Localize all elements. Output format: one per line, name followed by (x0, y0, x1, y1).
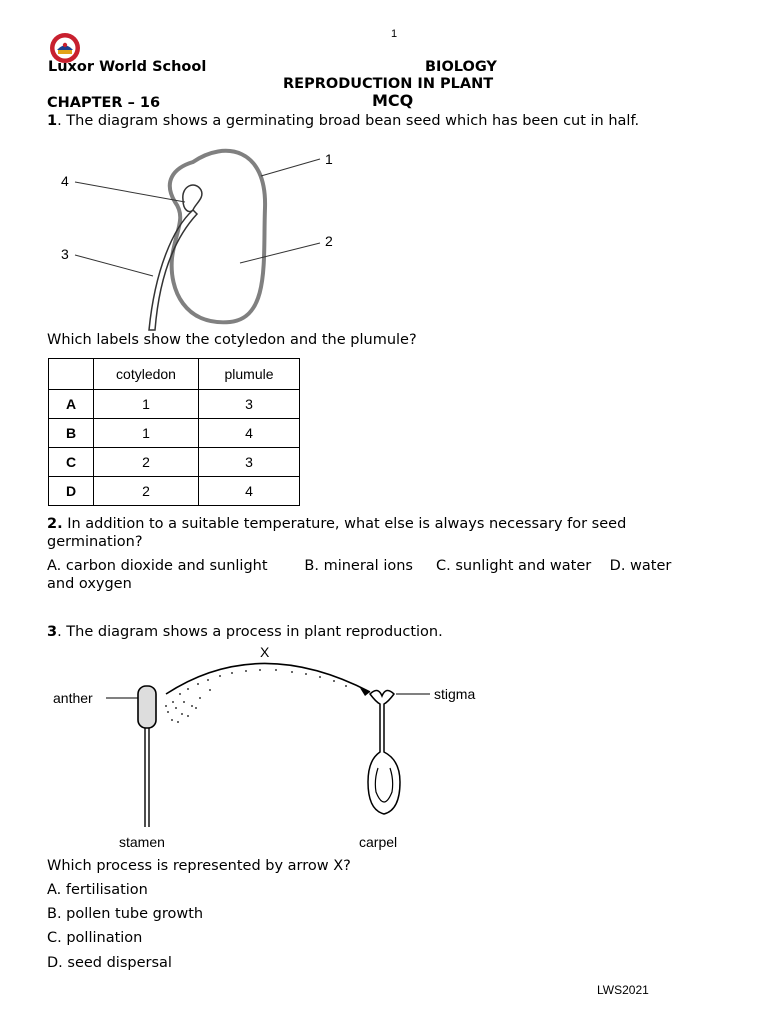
question-1-text (47, 112, 639, 130)
carpel-shape (368, 690, 400, 814)
carpel-label: carpel (359, 834, 398, 850)
seed-label-1: 1 (325, 151, 333, 167)
question-2-stem: In addition to a suitable temperature, what else is always necessary for seed (62, 516, 627, 532)
question-3-number: 3 (47, 624, 58, 640)
topic-heading: REPRODUCTION IN PLANT (283, 76, 494, 92)
table-row (49, 477, 300, 506)
question-3-option-c: C. pollination (47, 930, 143, 946)
seed-label-4: 4 (61, 173, 69, 189)
subject-heading: BIOLOGY (425, 59, 497, 75)
page-number: 1 (391, 28, 398, 40)
anther-label: anther (53, 690, 93, 706)
table-header-blank (49, 359, 94, 390)
table-row (49, 448, 300, 477)
footer-code: LWS2021 (597, 983, 649, 997)
question-2-options-line1: A. carbon dioxide and sunlight B. mineral ions C. sunlight and water D. water (47, 558, 672, 574)
plumule-value: 3 (199, 390, 300, 419)
option-label: B (49, 419, 94, 448)
option-label: D (49, 477, 94, 506)
question-1-prompt: Which labels show the cotyledon and the plumule? (47, 332, 417, 348)
cotyledon-value: 1 (94, 419, 199, 448)
question-3-stem: . The diagram shows a process in plant reproduction. (57, 624, 443, 640)
pollination-diagram (48, 642, 498, 857)
question-1-stem: . The diagram shows a germinating broad bean seed which has been cut in half. (57, 113, 640, 129)
option-label: A (49, 390, 94, 419)
question-2-text-line2: germination? (47, 534, 143, 550)
arrow-x-label: X (260, 644, 270, 660)
question-3-option-a: A. fertilisation (47, 882, 148, 898)
option-label: C (49, 448, 94, 477)
seed-outline (170, 151, 265, 322)
table-header-row (49, 359, 300, 390)
seed-label-2: 2 (325, 233, 333, 249)
section-heading: MCQ (372, 91, 414, 110)
question-3-option-b: B. pollen tube growth (47, 906, 204, 922)
plumule-value: 4 (199, 419, 300, 448)
plumule (183, 185, 202, 211)
table-header-plumule: plumule (199, 359, 300, 390)
question-1-number: 1 (47, 113, 58, 129)
question-3-option-d: D. seed dispersal (47, 955, 172, 971)
chapter-heading: CHAPTER – 16 (47, 95, 161, 111)
seed-label-3: 3 (61, 246, 69, 262)
question-3-prompt: Which process is represented by arrow X? (47, 858, 351, 874)
question-3-text (47, 623, 443, 641)
school-name: Luxor World School (48, 59, 207, 75)
cotyledon-value: 2 (94, 448, 199, 477)
plumule-value: 4 (199, 477, 300, 506)
question-2-text-line1 (47, 515, 626, 533)
answer-table (48, 358, 300, 506)
table-row (49, 419, 300, 448)
pollen-grains (165, 669, 347, 723)
cotyledon-value: 1 (94, 390, 199, 419)
bean-seed-diagram (55, 140, 355, 340)
table-row (49, 390, 300, 419)
anther-shape (138, 686, 156, 728)
question-2-options-line2: and oxygen (47, 576, 132, 592)
plumule-value: 3 (199, 448, 300, 477)
stigma-label: stigma (434, 686, 476, 702)
stamen-label: stamen (119, 834, 165, 850)
table-header-cotyledon: cotyledon (94, 359, 199, 390)
cotyledon-value: 2 (94, 477, 199, 506)
question-2-number: 2. (47, 516, 63, 532)
